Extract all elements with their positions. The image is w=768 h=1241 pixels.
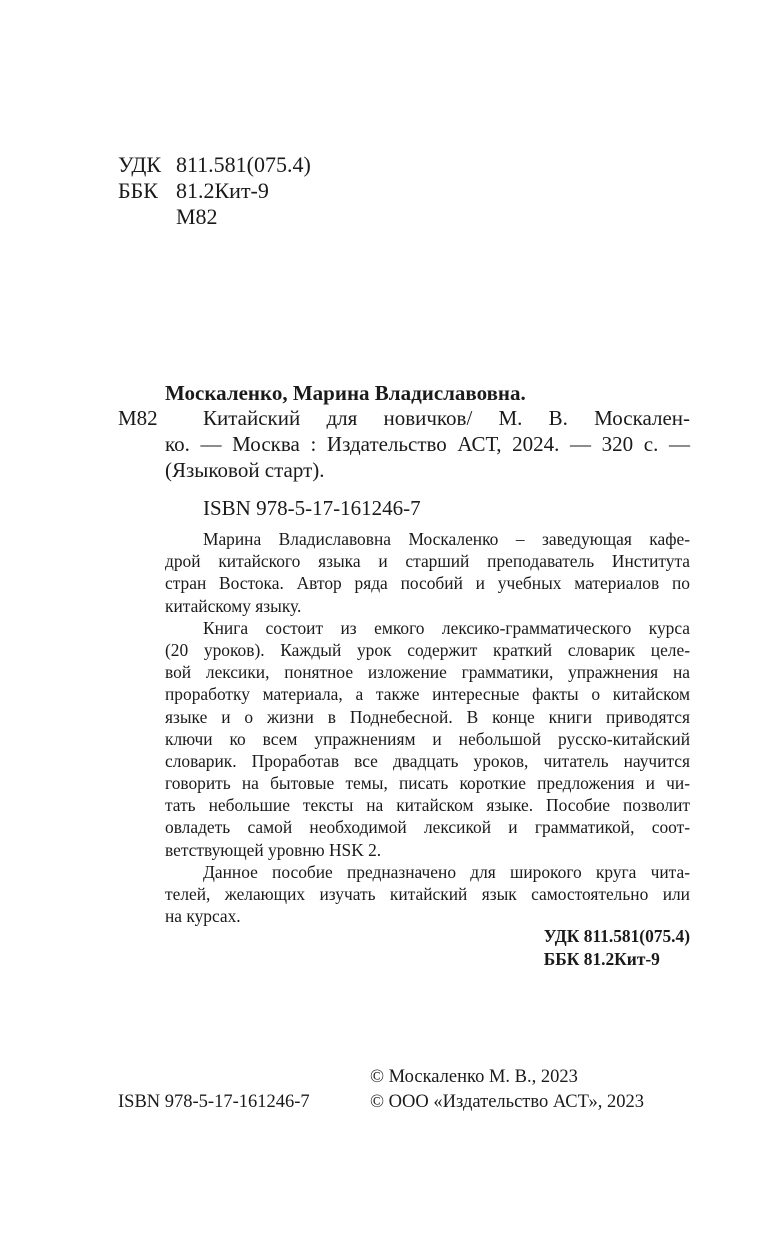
title-line: Китайский для новичков/ М. В. Москален- bbox=[203, 406, 690, 430]
udk-label: УДК bbox=[118, 152, 162, 177]
isbn-footer: ISBN 978-5-17-161246-7 bbox=[118, 1092, 310, 1112]
abstract-line: проработку материала, а также интересные факты о китайском bbox=[165, 684, 690, 705]
abstract-line: стран Востока. Автор ряда пособий и учебных материалов по bbox=[165, 573, 690, 594]
bbk-value: 81.2Кит-9 bbox=[176, 178, 269, 203]
author-mark-top: М82 bbox=[176, 204, 218, 229]
abstract-line: ветствующей уровню HSK 2. bbox=[165, 839, 382, 860]
copyright-author: © Москаленко М. В., 2023 bbox=[370, 1067, 578, 1087]
abstract-line: вой лексики, понятное изложение грамматики, упражнения на bbox=[165, 662, 690, 683]
abstract-line: говорить на бытовые темы, писать короткие предложения и чи- bbox=[165, 773, 690, 794]
abstract-line: китайскому языку. bbox=[165, 595, 302, 616]
abstract-line: Марина Владиславовна Москаленко – заведующая кафе- bbox=[203, 529, 690, 549]
title-line: ко. — Москва : Издательство АСТ, 2024. — 320 с. — bbox=[165, 432, 690, 456]
abstract-line: ключи ко всем упражнениям и небольшой русско-китайский bbox=[165, 728, 690, 749]
abstract-line: Данное пособие предназначено для широкого круга чита- bbox=[203, 861, 690, 882]
author-heading: Москаленко, Марина Владиславовна. bbox=[165, 381, 526, 405]
abstract-line: (20 уроков). Каждый урок содержит краткий словарик целе- bbox=[165, 639, 690, 660]
copyright-publisher: © ООО «Издательство АСТ», 2023 bbox=[370, 1092, 644, 1112]
abstract-line: Книга состоит из емкого лексико-грамматического курса bbox=[203, 617, 690, 638]
abstract-line: языке и о жизни в Поднебесной. В конце книги приводятся bbox=[165, 706, 690, 727]
abstract-line: дрой китайского языка и старший преподаватель Института bbox=[165, 551, 690, 572]
bbk-label: ББК bbox=[118, 178, 158, 203]
title-line: (Языковой старт). bbox=[165, 458, 325, 482]
abstract-line: телей, желающих изучать китайский язык самостоятельно или bbox=[165, 884, 690, 904]
title-description bbox=[165, 405, 690, 483]
abstract-line: словарик. Проработав все двадцать уроков, читатель научится bbox=[165, 750, 690, 771]
classification-codes-bottom bbox=[544, 925, 690, 970]
udk-value: 811.581(075.4) bbox=[176, 152, 311, 177]
abstract-line: тать небольшие тексты на китайском языке. Пособие позволит bbox=[165, 795, 690, 816]
abstract-line: на курсах. bbox=[165, 906, 241, 927]
bbk-code-bottom: ББК 81.2Кит-9 bbox=[543, 948, 660, 969]
udk-code-bottom: УДК 811.581(075.4) bbox=[543, 926, 690, 946]
abstract bbox=[165, 528, 690, 927]
isbn-record: ISBN 978-5-17-161246-7 bbox=[203, 496, 421, 520]
author-mark-record: М82 bbox=[118, 406, 158, 430]
abstract-line: овладеть самой необходимой лексикой и грамматикой, соот- bbox=[165, 817, 690, 838]
